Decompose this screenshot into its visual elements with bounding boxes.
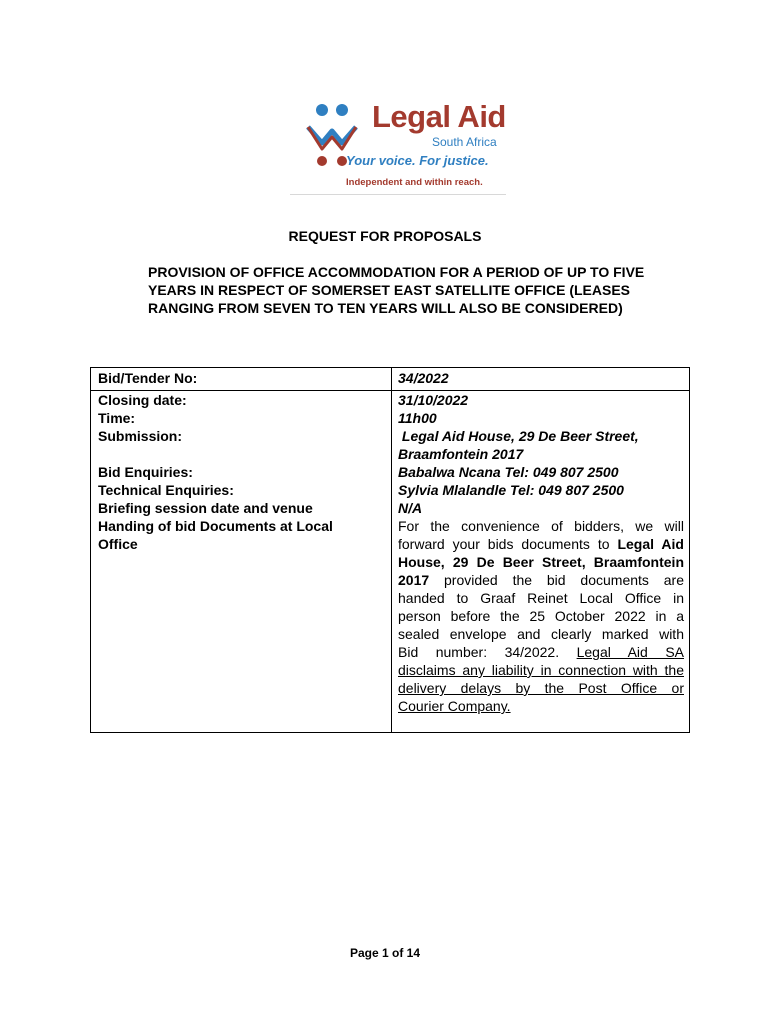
closing-date-value: 31/10/2022	[398, 392, 469, 408]
time-label: Time:	[98, 410, 136, 426]
paragraph-line: handed to Graaf Reinet Local Office in	[398, 590, 684, 606]
paragraph-line	[398, 535, 684, 553]
paragraph-bold-text: Legal Aid	[617, 536, 684, 552]
page-title: REQUEST FOR PROPOSALS	[288, 228, 482, 244]
subheading-line: PROVISION OF OFFICE ACCOMMODATION FOR A PERIOD OF UP TO FIVE	[148, 264, 645, 280]
paragraph-line	[398, 679, 684, 697]
bid-number-label: Bid/Tender No:	[98, 370, 198, 386]
paragraph-line: person before the 25 October 2022 in a	[398, 608, 684, 624]
paragraph-underlined-text: Legal Aid SA	[576, 644, 685, 660]
submission-value-continued: Braamfontein 2017	[398, 446, 524, 462]
closing-date-label: Closing date:	[98, 392, 187, 408]
rfp-subheading	[148, 263, 688, 317]
briefing-session-value: N/A	[398, 500, 423, 516]
briefing-session-label: Briefing session date and venue	[98, 500, 313, 516]
bid-number-value: 34/2022	[398, 370, 449, 386]
handing-instructions	[398, 517, 684, 715]
blue-head-left-icon	[316, 104, 328, 116]
bid-details-table	[90, 367, 690, 733]
paragraph-line	[398, 553, 684, 571]
time-value: 11h00	[398, 410, 437, 426]
subheading-line: YEARS IN RESPECT OF SOMERSET EAST SATELLITE OFFICE (LEASES	[148, 282, 631, 298]
paragraph-underlined-text: delivery delays by the Post Office or	[398, 680, 684, 696]
bid-enquiries-value: Babalwa Ncana Tel: 049 807 2500	[398, 464, 619, 480]
logo-region: South Africa	[432, 135, 497, 149]
paragraph-line	[398, 697, 684, 715]
table-labels-column	[98, 369, 386, 553]
technical-enquiries-label: Technical Enquiries:	[98, 482, 234, 498]
paragraph-underlined-text: disclaims any liability in connection with the	[398, 662, 684, 678]
table-values-column	[398, 369, 684, 715]
paragraph-bold-text: 2017	[398, 572, 430, 588]
empty-cell	[98, 445, 386, 463]
paragraph-text: provided the bid documents are	[429, 572, 684, 588]
blue-head-right-icon	[336, 104, 348, 116]
paragraph-text: Bid number: 34/2022.	[398, 644, 577, 660]
submission-value: Legal Aid House, 29 De Beer Street,	[398, 428, 639, 444]
paragraph-line	[398, 643, 684, 661]
subheading-line: RANGING FROM SEVEN TO TEN YEARS WILL ALSO BE CONSIDERED)	[148, 300, 623, 316]
paragraph-bold-text: House, 29 De Beer Street, Braamfontein	[398, 554, 684, 570]
technical-enquiries-value: Sylvia Mlalandle Tel: 049 807 2500	[398, 482, 624, 498]
handing-label: Handing of bid Documents at Local	[98, 518, 333, 534]
red-head-left-icon	[317, 156, 327, 166]
logo-tagline: Independent and within reach.	[346, 177, 483, 188]
paragraph-line	[398, 661, 684, 679]
paragraph-text: forward your bids documents to	[398, 536, 618, 552]
paragraph-line: sealed envelope and clearly marked with	[398, 626, 684, 642]
submission-label: Submission:	[98, 428, 183, 444]
handing-label-continued: Office	[98, 536, 138, 552]
paragraph-underlined-text: Courier Company.	[398, 698, 511, 714]
logo-slogan: Your voice. For justice.	[346, 153, 489, 168]
page-number: Page 1 of 14	[349, 946, 421, 960]
logo-title: Legal Aid	[372, 99, 506, 134]
paragraph-line	[398, 571, 684, 589]
legal-aid-logo	[290, 93, 506, 195]
bid-enquiries-label: Bid Enquiries:	[98, 464, 193, 480]
table-column-divider	[391, 368, 392, 732]
paragraph-line: For the convenience of bidders, we will	[398, 518, 684, 534]
